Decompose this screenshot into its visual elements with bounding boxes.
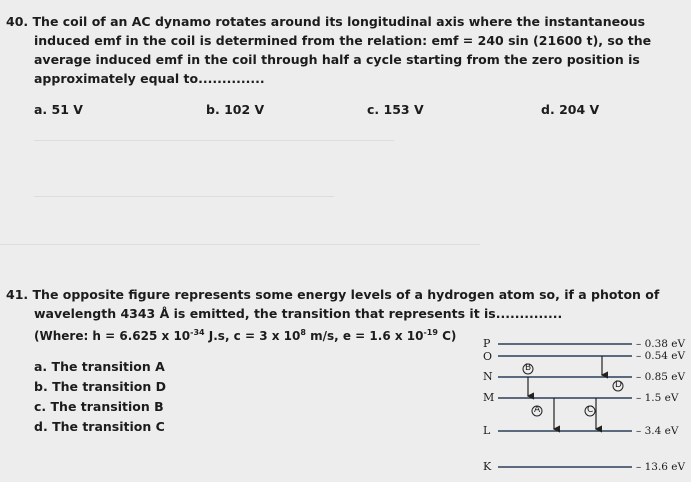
q40-option-c[interactable]: c. 153 V <box>367 102 424 117</box>
energy-value-k: – 13.6 eV <box>636 461 686 473</box>
q40-option-d[interactable]: d. 204 V <box>541 102 600 117</box>
energy-value-l: – 3.4 eV <box>636 425 679 437</box>
energy-value-n: – 0.85 eV <box>636 371 686 383</box>
q41-option-c[interactable]: c. The transition B <box>34 399 164 414</box>
level-label-m: M <box>483 391 495 404</box>
energy-value-p: – 0.38 eV <box>636 338 686 350</box>
q41-text-line-2: wavelength 4343 Å is emitted, the transition that represents it is.............. <box>34 306 563 321</box>
q41-constants: (Where: h = 6.625 x $10^{-34}$ J.s, c = 3 x $10^8$ m/s, e = 1.6 x $10^{-19}$ C) <box>34 328 457 343</box>
q40-text-line-2: induced emf in the coil is determined from the relation: emf = 240 sin (21600 t), so the <box>34 33 652 48</box>
q40-text-line-4: approximately equal to.............. <box>34 71 265 86</box>
level-label-k: K <box>483 460 492 473</box>
q40-number: 40. <box>6 14 29 29</box>
q40-option-b[interactable]: b. 102 V <box>206 102 265 117</box>
level-label-p: P <box>483 337 491 350</box>
q41-option-a[interactable]: a. The transition A <box>34 359 165 374</box>
q41-text-line-1: The opposite figure represents some energy levels of a hydrogen atom so, if a photon of <box>32 287 660 302</box>
level-label-n: N <box>483 370 493 383</box>
q40-text-line-1: The coil of an AC dynamo rotates around its longitudinal axis where the instantaneous <box>32 14 646 29</box>
q41-option-d[interactable]: d. The transition C <box>34 419 165 434</box>
transition-label-c: C <box>587 405 594 415</box>
level-label-l: L <box>483 424 491 437</box>
transition-label-d: D <box>615 380 622 390</box>
q40-option-a[interactable]: a. 51 V <box>34 102 83 117</box>
energy-value-o: – 0.54 eV <box>636 350 686 362</box>
energy-value-m: – 1.5 eV <box>636 392 679 404</box>
transition-label-b: B <box>525 363 532 373</box>
transition-label-a: A <box>534 405 541 415</box>
q41-number: 41. <box>6 287 29 302</box>
level-label-o: O <box>483 350 493 363</box>
q40-text-line-3: average induced emf in the coil through half a cycle starting from the zero position is <box>34 52 640 67</box>
q41-option-b[interactable]: b. The transition D <box>34 379 166 394</box>
